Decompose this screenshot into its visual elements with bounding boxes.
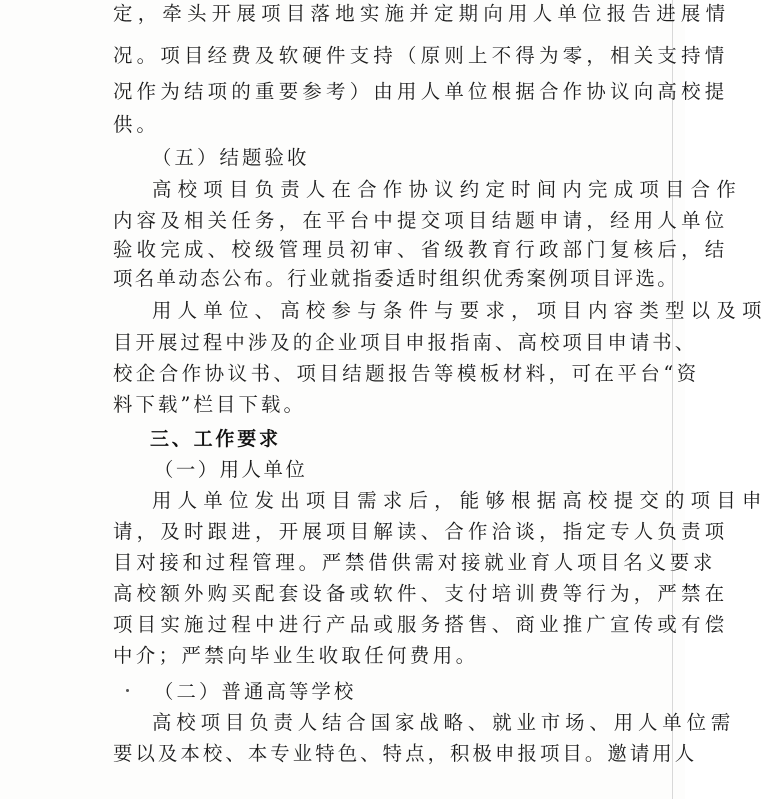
subsection-heading: （二）普通高等学校 bbox=[154, 680, 357, 703]
subsection-heading: （一）用人单位 bbox=[154, 458, 308, 481]
text-line: 校企合作协议书、项目结题报告等模板材料，可在平台“资 bbox=[113, 362, 700, 385]
scan-speck bbox=[126, 689, 129, 692]
text-line: 项目实施过程中进行产品或服务搭售、商业推广宣传或有偿 bbox=[113, 613, 729, 636]
text-line: 况作为结项的重要参考）由用人单位根据合作协议向高校提 bbox=[113, 80, 729, 103]
text-line: 项名单动态公布。行业就指委适时组织优秀案例项目评选。 bbox=[113, 267, 680, 290]
text-line: 目对接和过程管理。严禁借供需对接就业育人项目名义要求 bbox=[113, 551, 717, 574]
text-line: 高校额外购买配套设备或软件、支付培训费等行为，严禁在 bbox=[113, 582, 729, 605]
text-line: 料下载”栏目下载。 bbox=[113, 393, 306, 416]
text-line: 中介；严禁向毕业生收取任何费用。 bbox=[113, 644, 479, 667]
text-line: 用人单位发出项目需求后，能够根据高校提交的项目申 bbox=[152, 489, 768, 512]
text-line: 要以及本校、本专业特色、特点，积极申报项目。邀请用人 bbox=[113, 742, 698, 765]
section-heading: （五）结题验收 bbox=[152, 146, 310, 169]
section-heading: 三、工作要求 bbox=[150, 428, 281, 450]
text-line: 供。 bbox=[113, 113, 160, 136]
text-line: 请，及时跟进，开展项目解读、合作洽谈，指定专人负责项 bbox=[113, 520, 729, 543]
text-line: 高校项目负责人结合国家战略、就业市场、用人单位需 bbox=[152, 711, 736, 734]
text-line: 况。项目经费及软硬件支持（原则上不得为零，相关支持情 bbox=[113, 44, 729, 67]
text-line: 定，牵头开展项目落地实施并定期向用人单位报告进展情 bbox=[113, 2, 731, 25]
page-edge-line bbox=[672, 0, 673, 799]
text-line: 验收完成、校级管理员初审、省级教育行政部门复核后，结 bbox=[113, 238, 729, 261]
text-line: 内容及相关任务，在平台中提交项目结题申请，经用人单位 bbox=[113, 209, 729, 232]
text-line: 用人单位、高校参与条件与要求，项目内容类型以及项 bbox=[152, 299, 768, 322]
text-line: 高校项目负责人在合作协议约定时间内完成项目合作 bbox=[152, 178, 742, 201]
text-line: 目开展过程中涉及的企业项目申报指南、高校项目申请书、 bbox=[113, 331, 698, 354]
